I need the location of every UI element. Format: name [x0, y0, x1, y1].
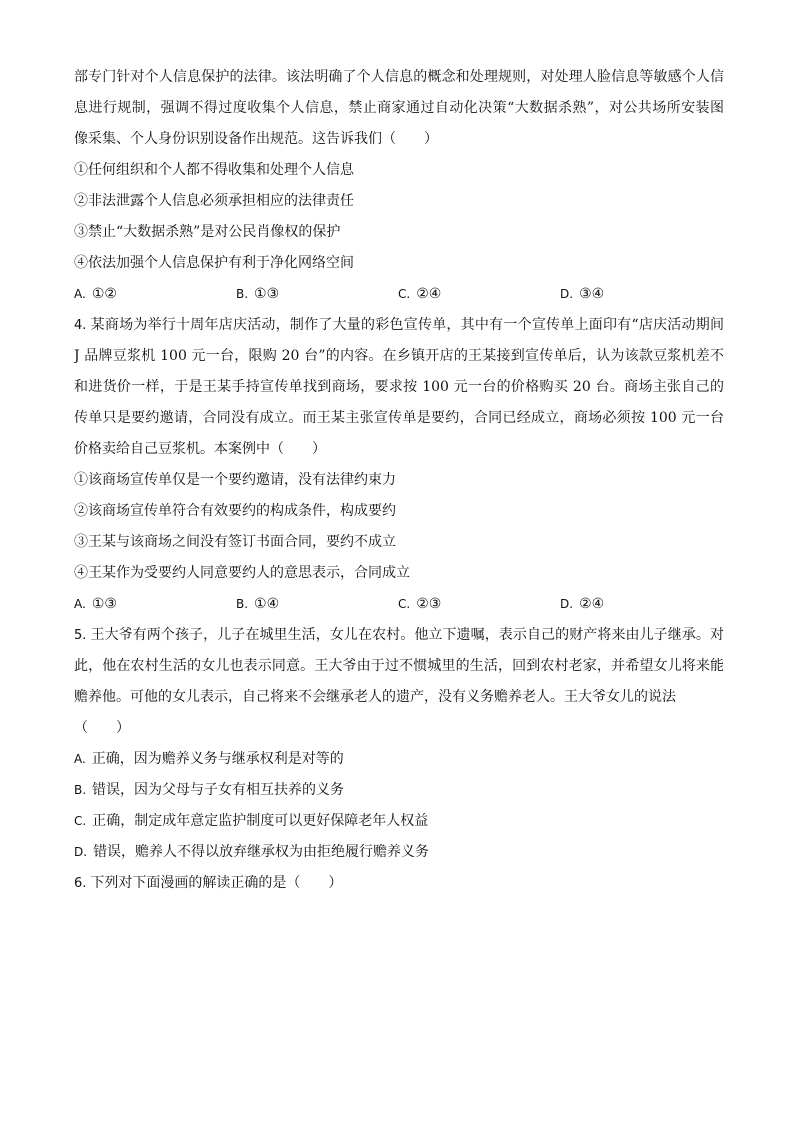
option-text: 错误，赡养人不得以放弃继承权为由拒绝履行赡养义务: [93, 844, 430, 860]
q3-option-c[interactable]: [398, 279, 560, 310]
option-text: ①④: [254, 596, 280, 612]
q4-stem-line-4: 传单只是要约邀请，合同没有成立。而王某主张宣传单是要约，合同已经成立，商场必须按 100 元一台: [74, 410, 724, 426]
q5-option-b[interactable]: [74, 775, 724, 806]
option-letter: D.: [560, 597, 574, 611]
option-letter: A.: [74, 597, 86, 611]
option-text: ①③: [254, 286, 280, 302]
question-3: [74, 62, 724, 310]
q3-statement-2: ②非法泄露个人信息必须承担相应的法律责任: [74, 193, 354, 209]
q4-stem-line-1: [74, 310, 724, 341]
option-text: ①②: [91, 286, 117, 302]
q4-statement-2: ②该商场宣传单符合有效要约的构成条件，构成要约: [74, 503, 396, 519]
option-text: ②④: [579, 596, 605, 612]
q4-option-a[interactable]: [74, 589, 236, 620]
option-text: 正确，因为赡养义务与继承权利是对等的: [91, 751, 344, 767]
option-letter: A.: [74, 752, 86, 766]
option-letter: A.: [74, 287, 86, 301]
q3-statement-1: ①任何组织和个人都不得收集和处理个人信息: [74, 162, 354, 178]
q5-stem-text: 王大爷有两个孩子，儿子在城里生活，女儿在农村。他立下遗嘱，表示自己的财产将来由儿子继承。对: [90, 627, 724, 643]
option-letter: D.: [74, 845, 88, 859]
option-letter: C.: [398, 597, 411, 611]
q5-option-a[interactable]: [74, 744, 724, 775]
option-text: 错误，因为父母与子女有相互扶养的义务: [92, 782, 345, 798]
q3-statement-4: ④依法加强个人信息保护有利于净化网络空间: [74, 255, 354, 271]
option-text: ②④: [416, 286, 442, 302]
q4-options: [74, 589, 724, 620]
q4-option-d[interactable]: [560, 589, 722, 620]
question-6: [74, 868, 724, 899]
question-number: 4.: [74, 318, 87, 333]
option-text: ③④: [579, 286, 605, 302]
q5-stem-line-2: 此，他在农村生活的女儿也表示同意。王大爷由于过不惯城里的生活，回到农村老家，并希望女儿将来能: [74, 658, 724, 674]
q4-option-b[interactable]: [236, 589, 398, 620]
q5-option-c[interactable]: [74, 806, 724, 837]
option-text: ②③: [416, 596, 442, 612]
q4-stem-text: 某商场为举行十周年店庆活动，制作了大量的彩色宣传单，其中有一个宣传单上面印有“店庆活动期间: [90, 317, 724, 333]
exam-content: [74, 62, 724, 899]
q4-stem-line-2: J 品牌豆浆机 100 元一台，限购 20 台”的内容。在乡镇开店的王某接到宣传单后，认为该款豆浆机差不: [74, 348, 724, 364]
question-number: 5.: [74, 628, 87, 643]
option-letter: B.: [236, 287, 249, 301]
option-letter: B.: [74, 783, 87, 797]
q3-stem-line-1: 部专门针对个人信息保护的法律。该法明确了个人信息的概念和处理规则，对处理人脸信息等敏感个人信: [74, 69, 724, 85]
q4-statement-3: ③王某与该商场之间没有签订书面合同，要约不成立: [74, 534, 396, 550]
q4-statement-4: ④王某作为受要约人同意要约人的意思表示，合同成立: [74, 565, 410, 581]
q5-stem-line-1: [74, 620, 724, 651]
option-letter: D.: [560, 287, 574, 301]
q5-stem-line-4: （ ）: [74, 720, 130, 736]
q4-stem-line-3: 和进货价一样，于是王某手持宣传单找到商场，要求按 100 元一台的价格购买 20 台。商场主张自己的: [74, 379, 724, 395]
q5-stem-line-3: 赡养他。可他的女儿表示，自己将来不会继承老人的遗产，没有义务赡养老人。王大爷女儿的说法: [74, 689, 676, 705]
option-letter: C.: [74, 814, 87, 828]
q4-statement-1: ①该商场宣传单仅是一个要约邀请，没有法律约束力: [74, 472, 396, 488]
question-5: [74, 620, 724, 868]
q6-stem-line-1: [74, 868, 724, 899]
q3-option-a[interactable]: [74, 279, 236, 310]
question-number: 6.: [74, 876, 87, 891]
option-text: ①③: [91, 596, 117, 612]
q4-option-c[interactable]: [398, 589, 560, 620]
q3-options: [74, 279, 724, 310]
q3-stem-line-3: 像采集、个人身份识别设备作出规范。这告诉我们（ ）: [74, 131, 438, 147]
q3-option-b[interactable]: [236, 279, 398, 310]
q3-stem-line-2: 息进行规制，强调不得过度收集个人信息，禁止商家通过自动化决策“大数据杀熟”，对公共场所安装图: [74, 100, 724, 116]
q3-option-d[interactable]: [560, 279, 722, 310]
option-letter: B.: [236, 597, 249, 611]
q4-stem-line-5: 价格卖给自己豆浆机。本案例中（ ）: [74, 441, 326, 457]
q3-statement-3: ③禁止“大数据杀熟”是对公民肖像权的保护: [74, 224, 341, 240]
option-text: 正确，制定成年意定监护制度可以更好保障老年人权益: [92, 813, 429, 829]
q5-option-d[interactable]: [74, 837, 724, 868]
option-letter: C.: [398, 287, 411, 301]
question-4: [74, 310, 724, 620]
q6-stem-text: 下列对下面漫画的解读正确的是（ ）: [90, 875, 343, 891]
